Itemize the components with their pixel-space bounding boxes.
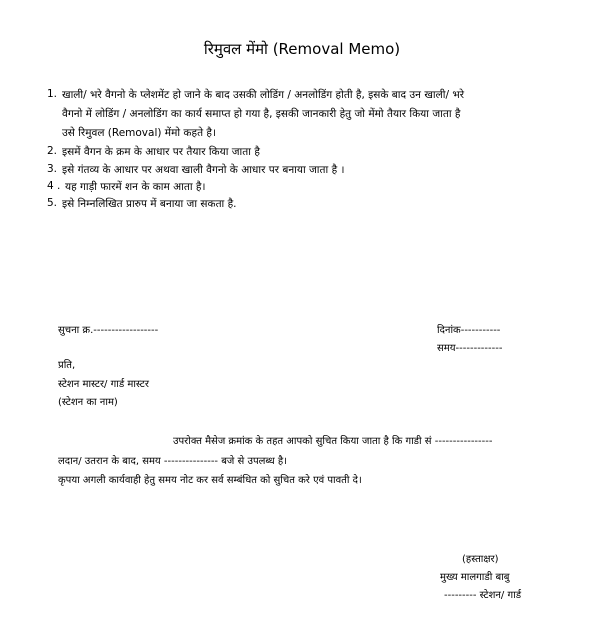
chief-goods-clerk-label: मुख्य मालगाडी बाबु: [440, 572, 510, 583]
body-line-1: उपरोक्त मैसेज क्रमांक के तहत आपको सुचित किया जाता है कि गाडी सं ----------------: [173, 436, 493, 447]
point-3-number: 3.: [47, 163, 58, 175]
body-line-2: लदान/ उतरान के बाद, समय --------------- बजे से उपलब्ध है।: [58, 456, 287, 467]
point-1-number: 1.: [47, 88, 58, 100]
point-2-number: 2.: [47, 145, 58, 157]
point-4-number: 4 .: [47, 180, 61, 192]
point-1-line-1: खाली/ भरे वैगनो के प्लेशमेंट हो जाने के बाद उसकी लोडिंग / अनलोडिंग होती है, इसके बाद उन खाली/ भरे: [62, 89, 465, 101]
station-master-label: स्टेशन मास्टर/ गार्ड मास्टर: [58, 379, 149, 390]
date-field: दिनांक-----------: [437, 325, 501, 336]
prati-label: प्रति,: [58, 360, 76, 371]
point-3-text: इसे गंतव्य के आधार पर अथवा खाली वैगनो के आधार पर बनाया जाता है ।: [62, 164, 345, 176]
point-5-number: 5.: [47, 197, 58, 209]
page-title: रिमुवल मेंमो (Removal Memo): [203, 40, 401, 58]
point-1-line-2: वैगनो में लोडिंग / अनलोडिंग का कार्य समाप्त हो गया है, इसकी जानकारी हेतु जो मेंमो तैयार किया जाता है: [62, 108, 461, 120]
station-name-label: (स्टेशन का नाम): [58, 397, 118, 408]
point-5-text: इसे निम्नलिखित प्रारुप में बनाया जा सकता है.: [62, 198, 237, 210]
signature-label: (हस्ताक्षर): [462, 554, 499, 565]
point-2-text: इसमें वैगन के क्रम के आधार पर तैयार किया जाता है: [62, 146, 260, 158]
body-line-3: कृपया अगली कार्यवाही हेतु समय नोट कर सर्व सम्बंधित को सुचित करे एवं पावती दे।: [58, 475, 362, 486]
time-field: समय-------------: [437, 343, 503, 354]
station-guard-label: --------- स्टेशन/ गार्ड: [444, 590, 522, 601]
point-1-line-3: उसे रिमुवल (Removal) मेंमो कहते है।: [62, 127, 216, 139]
suchna-number-field: सुचना क्र.------------------: [58, 325, 159, 336]
point-4-text: यह गाड़ी फारमें शन के काम आता है।: [65, 181, 206, 193]
